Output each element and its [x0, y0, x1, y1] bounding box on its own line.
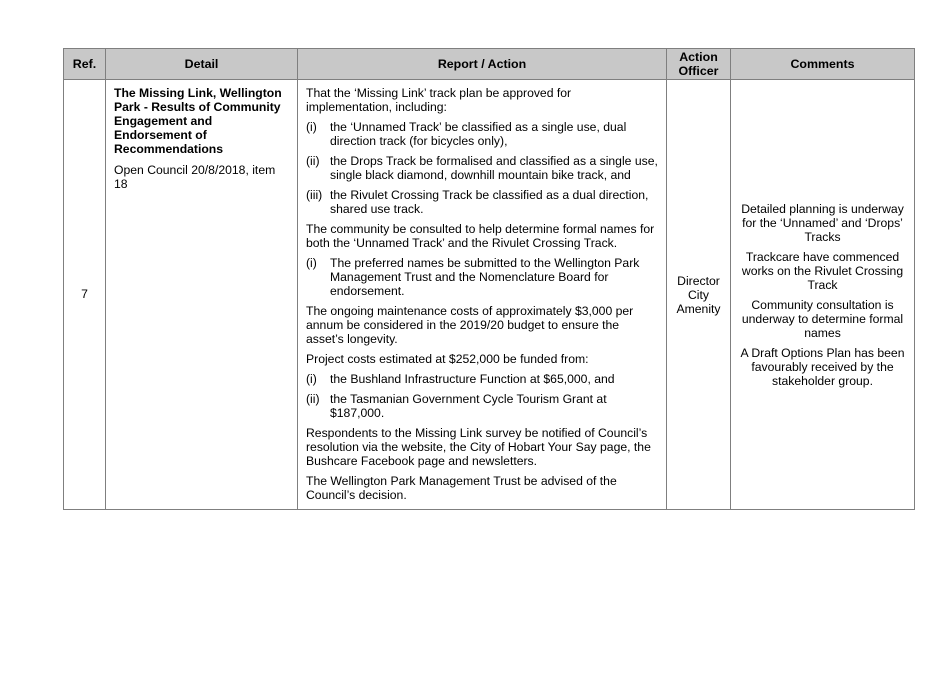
list-item	[306, 188, 658, 216]
action-officer-line3: Amenity	[676, 301, 721, 316]
report-paragraph: The community be consulted to help determine formal names for both the ‘Unnamed Track’ and the Rivulet Crossing Track.	[306, 222, 655, 250]
list-item-number: (iii)	[306, 188, 323, 202]
list-item	[306, 154, 658, 182]
list-item	[306, 256, 658, 298]
report-paragraph: Respondents to the Missing Link survey be notified of Council’s resolution via the website, the City of Hobart Your Say page, the Bushcare Facebook page and newsletters.	[306, 426, 651, 468]
header-report-action: Report / Action	[298, 49, 667, 80]
report-paragraph: The Wellington Park Management Trust be advised of the Council’s decision.	[306, 474, 617, 502]
list-item-number: (i)	[306, 120, 317, 134]
ref-cell: 7	[64, 80, 106, 510]
header-comments: Comments	[731, 49, 915, 80]
comment: Detailed planning is underway for the ‘Unnamed’ and ‘Drops’ Tracks	[741, 201, 904, 244]
action-officer-line1: Director	[677, 273, 720, 288]
report-paragraph: Project costs estimated at $252,000 be funded from:	[306, 352, 589, 366]
list-item-text: the ‘Unnamed Track’ be classified as a single use, dual direction track (for bicycles only),	[330, 120, 627, 148]
header-row	[64, 49, 915, 80]
action-officer-cell	[667, 80, 731, 510]
action-table	[63, 48, 915, 510]
list-item	[306, 120, 658, 148]
report-action-cell	[298, 80, 667, 510]
header-ref: Ref.	[64, 49, 106, 80]
comment: A Draft Options Plan has been favourably received by the stakeholder group.	[740, 345, 905, 388]
list-item-text: the Drops Track be formalised and classified as a single use, single black diamond, downhill mountain bike track, and	[330, 154, 658, 182]
comments-cell	[731, 80, 915, 510]
detail-source: Open Council 20/8/2018, item 18	[114, 163, 276, 191]
report-paragraph: The ongoing maintenance costs of approximately $3,000 per annum be considered in the 2019/20 budget to ensure the asset’s longevity.	[306, 304, 634, 346]
comment: Trackcare have commenced works on the Rivulet Crossing Track	[741, 249, 904, 292]
list-item-number: (i)	[306, 256, 317, 270]
comment: Community consultation is underway to determine formal names	[741, 297, 904, 340]
list-item-text: The preferred names be submitted to the Wellington Park Management Trust and the Nomenclature Board for endorsement.	[330, 256, 640, 298]
list-item-text: the Bushland Infrastructure Function at $65,000, and	[330, 372, 615, 386]
list-item-number: (ii)	[306, 154, 320, 168]
header-action-officer-line1: Action	[679, 50, 718, 64]
list-item-number: (i)	[306, 372, 317, 386]
table-row	[64, 80, 915, 510]
list-item-number: (ii)	[306, 392, 320, 406]
report-paragraph: That the ‘Missing Link’ track plan be approved for implementation, including:	[306, 86, 572, 114]
header-action-officer-line2: Officer	[678, 64, 719, 78]
list-item-text: the Rivulet Crossing Track be classified as a dual direction, shared use track.	[330, 188, 649, 216]
detail-cell	[106, 80, 298, 510]
list-item	[306, 392, 658, 420]
header-detail: Detail	[106, 49, 298, 80]
detail-title: The Missing Link, Wellington Park - Results of Community Engagement and Endorsement of Recommendations	[114, 86, 282, 156]
list-item-text: the Tasmanian Government Cycle Tourism Grant at $187,000.	[330, 392, 607, 420]
list-item	[306, 372, 658, 386]
header-action-officer	[667, 49, 731, 80]
action-officer-line2: City	[688, 287, 709, 302]
